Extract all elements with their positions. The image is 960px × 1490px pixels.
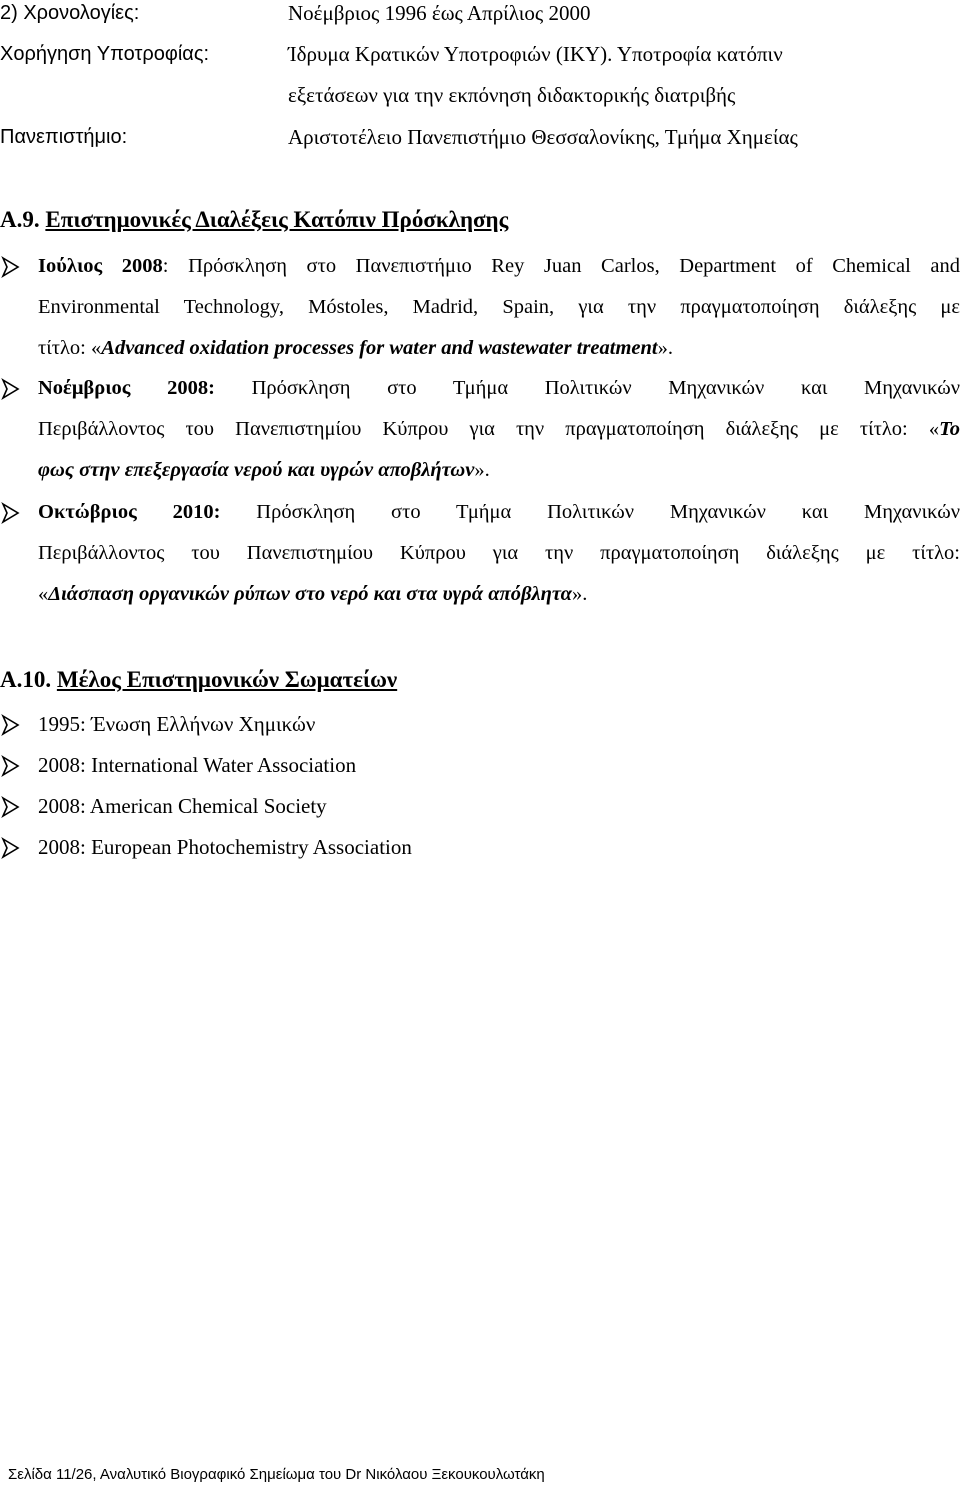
membership-item	[0, 835, 412, 860]
membership-name: : European Photochemistry Association	[80, 835, 412, 859]
lecture-suffix: ».	[572, 583, 588, 605]
lecture-line	[0, 574, 960, 615]
membership-year: 2008	[38, 794, 80, 818]
field-label: Πανεπιστήμιο:	[0, 126, 128, 148]
lecture-text: Πρόσκληση στο Πανεπιστήμιο Rey Juan Carlos, Department of Chemical and	[188, 255, 960, 277]
lecture-text: Περιβάλλοντος του Πανεπιστημίου Κύπρου για την πραγματοποίηση διάλεξης με τίτλο:	[38, 542, 960, 564]
membership-year: 2008	[38, 835, 80, 859]
lecture-sep: :	[162, 255, 169, 277]
lecture-date: Ιούλιος 2008	[38, 255, 163, 277]
arrow-bullet-icon	[0, 714, 22, 736]
page-footer: Σελίδα 11/26, Αναλυτικό Βιογραφικό Σημείωμα του Dr Νικόλαου Ξεκουκουλωτάκη	[8, 1466, 545, 1483]
arrow-bullet-icon	[0, 837, 22, 859]
section-title: Μέλος Επιστημονικών Σωματείων	[56, 667, 398, 692]
field-label: Χορήγηση Υποτροφίας:	[0, 43, 210, 65]
lecture-title: Το	[939, 418, 960, 440]
section-heading-a10	[0, 667, 397, 693]
lecture-date: Οκτώβριος 2010:	[38, 501, 221, 523]
section-heading-a9	[0, 207, 508, 233]
section-title: Επιστημονικές Διαλέξεις Κατόπιν Πρόσκλησης	[45, 207, 509, 232]
arrow-bullet-icon	[0, 502, 22, 524]
lecture-item	[0, 246, 960, 369]
membership-item	[0, 712, 315, 737]
lecture-text: «	[38, 583, 49, 605]
lecture-date: Νοέμβριος 2008:	[38, 377, 215, 399]
arrow-bullet-icon	[0, 378, 22, 400]
lecture-line	[0, 328, 960, 369]
arrow-bullet-icon	[0, 256, 22, 278]
lecture-line	[0, 409, 960, 450]
lecture-text: Περιβάλλοντος του Πανεπιστημίου Κύπρου για την πραγματοποίηση διάλεξης με τίτλο: «	[38, 418, 940, 440]
lecture-line	[0, 492, 960, 533]
arrow-bullet-icon	[0, 796, 22, 818]
section-number: Α.9.	[0, 207, 40, 232]
lecture-line	[0, 368, 960, 409]
lecture-text: τίτλο: «	[38, 337, 102, 359]
lecture-line	[0, 246, 960, 287]
lecture-suffix: ».	[657, 337, 673, 359]
lecture-line	[0, 287, 960, 328]
lecture-line	[0, 450, 960, 491]
membership-name: : American Chemical Society	[80, 794, 327, 818]
lecture-item	[0, 368, 960, 491]
membership-item	[0, 794, 327, 819]
lecture-suffix: ».	[474, 459, 490, 481]
section-number: Α.10.	[0, 667, 52, 692]
field-value: Αριστοτέλειο Πανεπιστήμιο Θεσσαλονίκης, Τμήμα Χημείας	[288, 125, 798, 149]
lecture-text: Πρόσκληση στο Τμήμα Πολιτικών Μηχανικών και Μηχανικών	[256, 501, 960, 523]
lecture-line	[0, 533, 960, 574]
field-value: Ίδρυμα Κρατικών Υποτροφιών (ΙΚΥ). Υποτροφία κατόπιν	[288, 42, 783, 66]
field-label: 2) Χρονολογίες:	[0, 2, 140, 24]
membership-name: : International Water Association	[80, 753, 357, 777]
lecture-text: Πρόσκληση στο Τμήμα Πολιτικών Μηχανικών και Μηχανικών	[251, 377, 960, 399]
field-value: Νοέμβριος 1996 έως Απρίλιος 2000	[288, 1, 591, 25]
membership-year: 1995	[38, 712, 80, 736]
lecture-title: Διάσπαση οργανικών ρύπων στο νερό και στα υγρά απόβλητα	[48, 583, 572, 605]
membership-name: : Ένωση Ελλήνων Χημικών	[80, 712, 316, 736]
lecture-title: Advanced oxidation processes for water and wastewater treatment	[101, 337, 658, 359]
lecture-title: φως στην επεξεργασία νερού και υγρών αποβλήτων	[38, 459, 475, 481]
membership-year: 2008	[38, 753, 80, 777]
lecture-item	[0, 492, 960, 615]
arrow-bullet-icon	[0, 755, 22, 777]
field-value: εξετάσεων για την εκπόνηση διδακτορικής διατριβής	[288, 83, 736, 107]
membership-item	[0, 753, 356, 778]
lecture-text: Environmental Technology, Móstoles, Madrid, Spain, για την πραγματοποίηση διάλεξης με	[38, 296, 960, 318]
